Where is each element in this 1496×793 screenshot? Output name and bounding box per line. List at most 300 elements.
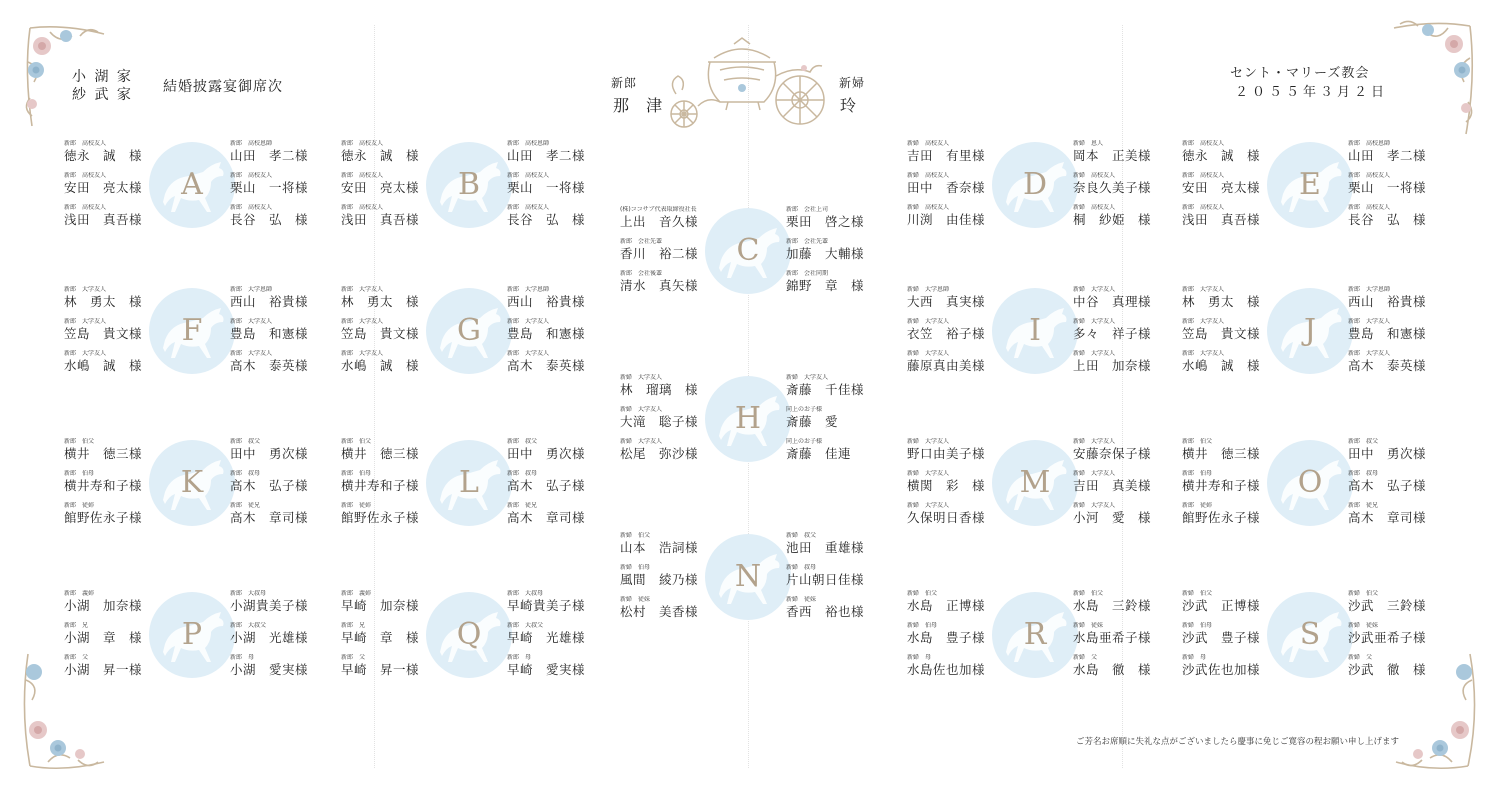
guest-seat xyxy=(786,406,896,436)
guest-name: 高木 泰英様 xyxy=(507,358,586,373)
guest-seat xyxy=(230,286,340,316)
table-letter: S xyxy=(1299,617,1321,652)
document-title: 結婚披露宴御席次 xyxy=(163,79,283,95)
guest-relation: 新郎 大学友人 xyxy=(230,318,273,325)
guest-seat xyxy=(620,596,730,626)
guest-seat xyxy=(230,318,340,348)
guest-relation: 新婦 父 xyxy=(1348,654,1373,661)
guest-seat xyxy=(64,502,174,532)
table-m xyxy=(907,438,1152,538)
guest-relation: 新郎 高校友人 xyxy=(341,204,384,211)
table-r xyxy=(907,590,1152,690)
guest-seat xyxy=(1348,350,1458,380)
table-letter: P xyxy=(181,617,203,652)
table-letter: H xyxy=(734,401,762,436)
guest-name: 大滝 聡子様 xyxy=(620,414,699,429)
guest-seat xyxy=(786,238,896,268)
guest-seat xyxy=(64,654,174,684)
guest-seat xyxy=(341,654,451,684)
guest-relation: 新郎 大学友人 xyxy=(341,350,384,357)
guest-seat xyxy=(1182,286,1292,316)
guest-name: 風間 綾乃様 xyxy=(620,572,699,587)
guest-relation: 新婦 伯父 xyxy=(907,590,938,597)
guest-relation: 新郎 従兄 xyxy=(230,502,261,509)
guest-name: 岡本 正美様 xyxy=(1073,148,1152,163)
floral-ornament-top-left-icon xyxy=(20,22,110,132)
guest-name: 早崎貴美子様 xyxy=(507,598,586,613)
guest-seat xyxy=(1182,502,1292,532)
table-letter: Q xyxy=(456,617,482,652)
table-h xyxy=(620,374,865,474)
guest-seat xyxy=(64,622,174,652)
guest-seat xyxy=(620,406,730,436)
guest-name: 沙武亜希子様 xyxy=(1348,630,1427,645)
table-e xyxy=(1182,140,1427,240)
guest-relation: 新婦 従妹 xyxy=(786,596,817,603)
guest-seat xyxy=(1182,350,1292,380)
guest-name: 水島佐也加様 xyxy=(907,662,986,677)
guest-relation: 新郎 大学恩師 xyxy=(230,286,273,293)
guest-seat xyxy=(230,438,340,468)
table-l xyxy=(341,438,586,538)
guest-name: 川渕 由佳様 xyxy=(907,212,986,227)
guest-name: 小湖 昇一様 xyxy=(64,662,143,677)
guest-relation: 新婦 高校友人 xyxy=(1073,204,1116,211)
guest-relation: 新郎 会社後輩 xyxy=(620,270,663,277)
guest-seat xyxy=(1073,318,1183,348)
guest-seat xyxy=(907,654,1017,684)
guest-relation: 新郎 大学友人 xyxy=(230,350,273,357)
guest-relation: 新郎 高校友人 xyxy=(1348,172,1391,179)
guest-name: 小湖 光雄様 xyxy=(230,630,309,645)
guest-name: 栗山 一将様 xyxy=(507,180,586,195)
guest-seat xyxy=(507,286,617,316)
guest-relation: 新郎 母 xyxy=(507,654,532,661)
table-letter: D xyxy=(1022,167,1048,202)
guest-relation: 新婦 大学友人 xyxy=(907,438,950,445)
guest-name: 小湖 愛実様 xyxy=(230,662,309,677)
guest-relation: 新郎 大学友人 xyxy=(64,318,107,325)
guest-name: 栗山 一将様 xyxy=(230,180,309,195)
guest-relation: 新郎 伯母 xyxy=(64,470,95,477)
guest-name: 小河 愛 様 xyxy=(1073,510,1152,525)
guest-name: 斎藤 愛 xyxy=(786,414,852,429)
guest-seat xyxy=(507,590,617,620)
guest-seat xyxy=(230,590,340,620)
guest-relation: 新婦 高校友人 xyxy=(907,172,950,179)
guest-name: 山田 孝二様 xyxy=(1348,148,1427,163)
guest-seat xyxy=(1182,470,1292,500)
guest-seat xyxy=(1182,318,1292,348)
guest-relation: 新郎 大学友人 xyxy=(341,318,384,325)
guest-name: 館野佐永子様 xyxy=(1182,510,1261,525)
table-c xyxy=(620,206,865,306)
guest-seat xyxy=(507,502,617,532)
guest-name: 高木 章司様 xyxy=(507,510,586,525)
guest-seat xyxy=(907,172,1017,202)
guest-relation: 新郎 大学友人 xyxy=(341,286,384,293)
guest-relation: 新婦 従妹 xyxy=(620,596,651,603)
guest-seat xyxy=(620,238,730,268)
guest-name: 山田 孝二様 xyxy=(230,148,309,163)
guest-name: 沙武佐也加様 xyxy=(1182,662,1261,677)
guest-name: 野口由美子様 xyxy=(907,446,986,461)
guest-name: 加藤 大輔様 xyxy=(786,246,865,261)
guest-seat xyxy=(620,270,730,300)
guest-name: 笠島 貴文様 xyxy=(341,326,420,341)
guest-name: 高木 章司様 xyxy=(1348,510,1427,525)
guest-relation: 新郎 高校友人 xyxy=(64,140,107,147)
guest-name: 豊島 和憲様 xyxy=(507,326,586,341)
guest-seat xyxy=(786,206,896,236)
guest-relation: 新婦 叔母 xyxy=(786,564,817,571)
guest-name: 横井寿和子様 xyxy=(64,478,143,493)
guest-relation: 新郎 高校友人 xyxy=(1182,204,1225,211)
guest-relation: 新郎 従兄 xyxy=(507,502,538,509)
guest-name: 横井寿和子様 xyxy=(1182,478,1261,493)
guest-relation: 新郎 叔父 xyxy=(1348,438,1379,445)
guest-seat xyxy=(64,438,174,468)
guest-seat xyxy=(341,286,451,316)
guest-name: 栗山 一将様 xyxy=(1348,180,1427,195)
guest-name: 沙武 三鈴様 xyxy=(1348,598,1427,613)
floral-ornament-top-right-icon xyxy=(1388,18,1478,138)
guest-relation: 新郎 大叔母 xyxy=(230,590,267,597)
guest-relation: 新郎 大学友人 xyxy=(507,318,550,325)
guest-relation: 新郎 大学恩師 xyxy=(507,286,550,293)
bride-name: 玲 xyxy=(840,96,863,115)
guest-seat xyxy=(507,622,617,652)
guest-seat xyxy=(64,470,174,500)
guest-name: 早崎 加奈様 xyxy=(341,598,420,613)
guest-name: 徳永 誠 様 xyxy=(64,148,143,163)
guest-name: 館野佐永子様 xyxy=(341,510,420,525)
guest-seat xyxy=(1348,140,1458,170)
guest-relation: 新郎 会社先輩 xyxy=(620,238,663,245)
guest-name: 中谷 真理様 xyxy=(1073,294,1152,309)
table-b xyxy=(341,140,586,240)
wedding-date: ２０５５年３月２日 xyxy=(1235,85,1389,100)
guest-seat xyxy=(1348,172,1458,202)
guest-seat xyxy=(1182,438,1292,468)
table-n xyxy=(620,532,865,632)
guest-name: 長谷 弘 様 xyxy=(1348,212,1427,227)
table-letter: F xyxy=(181,313,203,348)
table-letter: R xyxy=(1023,617,1047,652)
guest-relation: 新婦 母 xyxy=(1182,654,1207,661)
guest-name: 松尾 弥沙様 xyxy=(620,446,699,461)
guest-name: 豊島 和憲様 xyxy=(1348,326,1427,341)
guest-name: 早崎 昇一様 xyxy=(341,662,420,677)
guest-relation: 新郎 兄 xyxy=(64,622,89,629)
guest-name: 山田 孝二様 xyxy=(507,148,586,163)
guest-seat xyxy=(64,590,174,620)
guest-name: 浅田 真吾様 xyxy=(341,212,420,227)
guest-relation: 新婦 伯母 xyxy=(907,622,938,629)
guest-name: 徳永 誠 様 xyxy=(341,148,420,163)
guest-name: 水嶋 誠 様 xyxy=(341,358,420,373)
guest-name: 田中 香奈様 xyxy=(907,180,986,195)
guest-relation: 新婦 大学友人 xyxy=(907,318,950,325)
guest-seat xyxy=(907,622,1017,652)
guest-relation: 新郎 叔父 xyxy=(230,438,261,445)
guest-name: 小湖 章 様 xyxy=(64,630,143,645)
table-letter: C xyxy=(736,233,760,268)
table-letter: I xyxy=(1029,313,1041,348)
guest-relation: 新郎 高校友人 xyxy=(507,204,550,211)
table-letter: E xyxy=(1299,167,1321,202)
guest-relation: 新郎 会社先輩 xyxy=(786,238,829,245)
guest-relation: 新郎 高校友人 xyxy=(341,172,384,179)
guest-name: 長谷 弘 様 xyxy=(230,212,309,227)
guest-relation: 新婦 伯父 xyxy=(1073,590,1104,597)
guest-seat xyxy=(907,140,1017,170)
guest-seat xyxy=(1073,350,1183,380)
guest-relation: 新郎 大学友人 xyxy=(1348,350,1391,357)
guest-name: 多々 祥子様 xyxy=(1073,326,1152,341)
guest-relation: 新婦 恩人 xyxy=(1073,140,1104,147)
guest-relation: 新婦 伯母 xyxy=(620,564,651,571)
guest-seat xyxy=(64,204,174,234)
guest-seat xyxy=(907,350,1017,380)
guest-name: 高木 弘子様 xyxy=(1348,478,1427,493)
guest-name: 林 勇太 様 xyxy=(64,294,143,309)
guest-seat xyxy=(230,204,340,234)
guest-relation: 新婦 伯父 xyxy=(1348,590,1379,597)
guest-seat xyxy=(786,270,896,300)
guest-seat xyxy=(1073,204,1183,234)
table-letter: J xyxy=(1303,313,1317,348)
guest-relation: 新郎 父 xyxy=(341,654,366,661)
guest-seat xyxy=(507,654,617,684)
guest-seat xyxy=(341,590,451,620)
guest-seat xyxy=(620,564,730,594)
guest-relation: 新婦 大学友人 xyxy=(907,502,950,509)
guest-seat xyxy=(1073,438,1183,468)
guest-name: 水嶋 誠 様 xyxy=(1182,358,1261,373)
guest-name: 田中 勇次様 xyxy=(230,446,309,461)
guest-seat xyxy=(1348,438,1458,468)
guest-seat xyxy=(64,140,174,170)
guest-relation: 新郎 叔母 xyxy=(1348,470,1379,477)
guest-seat xyxy=(507,172,617,202)
guest-seat xyxy=(230,172,340,202)
guest-seat xyxy=(507,438,617,468)
guest-seat xyxy=(64,286,174,316)
guest-seat xyxy=(1073,140,1183,170)
guest-seat xyxy=(907,204,1017,234)
guest-name: 栗田 啓之様 xyxy=(786,214,865,229)
guest-seat xyxy=(341,502,451,532)
table-f xyxy=(64,286,309,386)
guest-name: 久保明日香様 xyxy=(907,510,986,525)
guest-relation: 新郎 従姉 xyxy=(1182,502,1213,509)
table-o xyxy=(1182,438,1427,538)
guest-relation: 新郎 高校友人 xyxy=(1182,140,1225,147)
guest-name: 小湖 加奈様 xyxy=(64,598,143,613)
guest-relation: 新婦 従妹 xyxy=(1073,622,1104,629)
guest-name: 横井 徳三様 xyxy=(1182,446,1261,461)
table-g xyxy=(341,286,586,386)
venue-name: セント・マリーズ教会 xyxy=(1230,66,1370,81)
table-letter: N xyxy=(734,559,762,594)
guest-seat xyxy=(64,350,174,380)
guest-relation: 同上のお子様 xyxy=(786,406,823,413)
guest-name: 西山 裕貴様 xyxy=(507,294,586,309)
guest-seat xyxy=(230,350,340,380)
guest-name: 安藤奈保子様 xyxy=(1073,446,1152,461)
guest-name: 徳永 誠 様 xyxy=(1182,148,1261,163)
guest-name: 田中 勇次様 xyxy=(507,446,586,461)
guest-seat xyxy=(341,204,451,234)
guest-seat xyxy=(1182,140,1292,170)
apology-note: ご芳名お席順に失礼な点がございましたら慶事に免じご寛容の程お願い申し上げます xyxy=(1076,737,1400,747)
guest-relation: 新郎 大叔母 xyxy=(507,590,544,597)
guest-relation: 新郎 兄 xyxy=(341,622,366,629)
guest-seat xyxy=(1073,622,1183,652)
guest-seat xyxy=(1182,654,1292,684)
guest-seat xyxy=(1348,286,1458,316)
guest-relation: 新郎 伯母 xyxy=(1182,470,1213,477)
guest-seat xyxy=(507,318,617,348)
guest-name: 浅田 真吾様 xyxy=(64,212,143,227)
guest-relation: 新婦 高校友人 xyxy=(907,204,950,211)
guest-relation: 新婦 大学友人 xyxy=(1073,502,1116,509)
groom-name: 那 津 xyxy=(613,96,669,115)
guest-relation: 新郎 大学友人 xyxy=(64,350,107,357)
guest-seat xyxy=(1348,470,1458,500)
guest-name: 奈良久美子様 xyxy=(1073,180,1152,195)
guest-name: 早崎 章 様 xyxy=(341,630,420,645)
guest-name: 桐 紗姫 様 xyxy=(1073,212,1152,227)
guest-name: 横井 徳三様 xyxy=(64,446,143,461)
guest-seat xyxy=(907,470,1017,500)
guest-seat xyxy=(620,532,730,562)
guest-name: 田中 勇次様 xyxy=(1348,446,1427,461)
guest-relation: 新郎 大学友人 xyxy=(1182,286,1225,293)
guest-relation: 新婦 父 xyxy=(1073,654,1098,661)
guest-name: 斎藤 千佳様 xyxy=(786,382,865,397)
guest-name: 高木 泰英様 xyxy=(230,358,309,373)
guest-relation: 新郎 叔母 xyxy=(507,470,538,477)
guest-seat xyxy=(341,438,451,468)
guest-relation: 新郎 大学友人 xyxy=(64,286,107,293)
guest-seat xyxy=(1073,654,1183,684)
guest-seat xyxy=(786,532,896,562)
guest-name: 吉田 有里様 xyxy=(907,148,986,163)
guest-relation: 新郎 大学恩師 xyxy=(1348,286,1391,293)
guest-seat xyxy=(230,140,340,170)
guest-name: 斎藤 佳連 xyxy=(786,446,852,461)
guest-name: 館野佐永子様 xyxy=(64,510,143,525)
guest-seat xyxy=(230,622,340,652)
table-letter: M xyxy=(1019,465,1051,500)
table-letter: K xyxy=(180,465,204,500)
guest-seat xyxy=(230,470,340,500)
guest-seat xyxy=(1182,172,1292,202)
guest-seat xyxy=(1073,172,1183,202)
guest-relation: 新郎 義姉 xyxy=(64,590,95,597)
guest-relation: 新郎 高校友人 xyxy=(230,204,273,211)
guest-name: 高木 泰英様 xyxy=(1348,358,1427,373)
guest-name: 上田 加奈様 xyxy=(1073,358,1152,373)
guest-name: 山本 浩詞様 xyxy=(620,540,699,555)
guest-relation: 新郎 叔母 xyxy=(230,470,261,477)
guest-name: 早崎 光雄様 xyxy=(507,630,586,645)
guest-seat xyxy=(1348,204,1458,234)
guest-name: 高木 弘子様 xyxy=(507,478,586,493)
guest-name: 林 瑠璃 様 xyxy=(620,382,699,397)
guest-relation: (株)ココサブ代表取締役社長 xyxy=(620,206,697,213)
table-s xyxy=(1182,590,1427,690)
guest-relation: 新郎 伯父 xyxy=(341,438,372,445)
guest-seat xyxy=(907,502,1017,532)
guest-name: 安田 亮太様 xyxy=(341,180,420,195)
guest-relation: 新郎 高校友人 xyxy=(1348,204,1391,211)
guest-relation: 新郎 高校友人 xyxy=(64,204,107,211)
guest-relation: 新婦 大学友人 xyxy=(907,470,950,477)
guest-relation: 新郎 会社上司 xyxy=(786,206,829,213)
guest-seat xyxy=(1348,502,1458,532)
guest-name: 衣笠 裕子様 xyxy=(907,326,986,341)
guest-relation: 新婦 高校友人 xyxy=(907,140,950,147)
guest-relation: 新郎 大叔父 xyxy=(507,622,544,629)
guest-name: 横井寿和子様 xyxy=(341,478,420,493)
guest-seat xyxy=(1348,318,1458,348)
guest-seat xyxy=(1073,590,1183,620)
guest-relation: 新郎 高校恩師 xyxy=(230,140,273,147)
guest-relation: 新郎 大学友人 xyxy=(1182,350,1225,357)
guest-relation: 新郎 従兄 xyxy=(1348,502,1379,509)
guest-seat xyxy=(64,172,174,202)
guest-name: 安田 亮太様 xyxy=(64,180,143,195)
guest-relation: 新郎 伯母 xyxy=(341,470,372,477)
guest-seat xyxy=(341,318,451,348)
guest-seat xyxy=(341,172,451,202)
guest-relation: 新婦 大学友人 xyxy=(1073,286,1116,293)
guest-name: 水島 徹 様 xyxy=(1073,662,1152,677)
guest-name: 片山朝日佳様 xyxy=(786,572,865,587)
guest-seat xyxy=(1348,654,1458,684)
guest-seat xyxy=(507,350,617,380)
guest-name: 豊島 和憲様 xyxy=(230,326,309,341)
guest-name: 藤原真由美様 xyxy=(907,358,986,373)
guest-name: 水島 三鈴様 xyxy=(1073,598,1152,613)
guest-name: 水島 正博様 xyxy=(907,598,986,613)
guest-relation: 新婦 大学友人 xyxy=(1073,318,1116,325)
guest-seat xyxy=(786,564,896,594)
guest-relation: 新郎 義姉 xyxy=(341,590,372,597)
guest-name: 水島亜希子様 xyxy=(1073,630,1152,645)
guest-relation: 新婦 大学友人 xyxy=(620,438,663,445)
guest-seat xyxy=(907,438,1017,468)
guest-name: 沙武 徹 様 xyxy=(1348,662,1427,677)
guest-relation: 新婦 大学友人 xyxy=(907,350,950,357)
guest-seat xyxy=(341,140,451,170)
table-letter: L xyxy=(459,465,479,500)
guest-relation: 新郎 大学友人 xyxy=(1348,318,1391,325)
guest-relation: 新婦 大学友人 xyxy=(620,374,663,381)
guest-seat xyxy=(786,596,896,626)
guest-relation: 新婦 叔父 xyxy=(786,532,817,539)
guest-seat xyxy=(341,470,451,500)
guest-seat xyxy=(907,590,1017,620)
bride-label: 新婦 xyxy=(839,76,866,90)
guest-seat xyxy=(620,206,730,236)
guest-seat xyxy=(1182,622,1292,652)
guest-seat xyxy=(64,318,174,348)
table-q xyxy=(341,590,586,690)
